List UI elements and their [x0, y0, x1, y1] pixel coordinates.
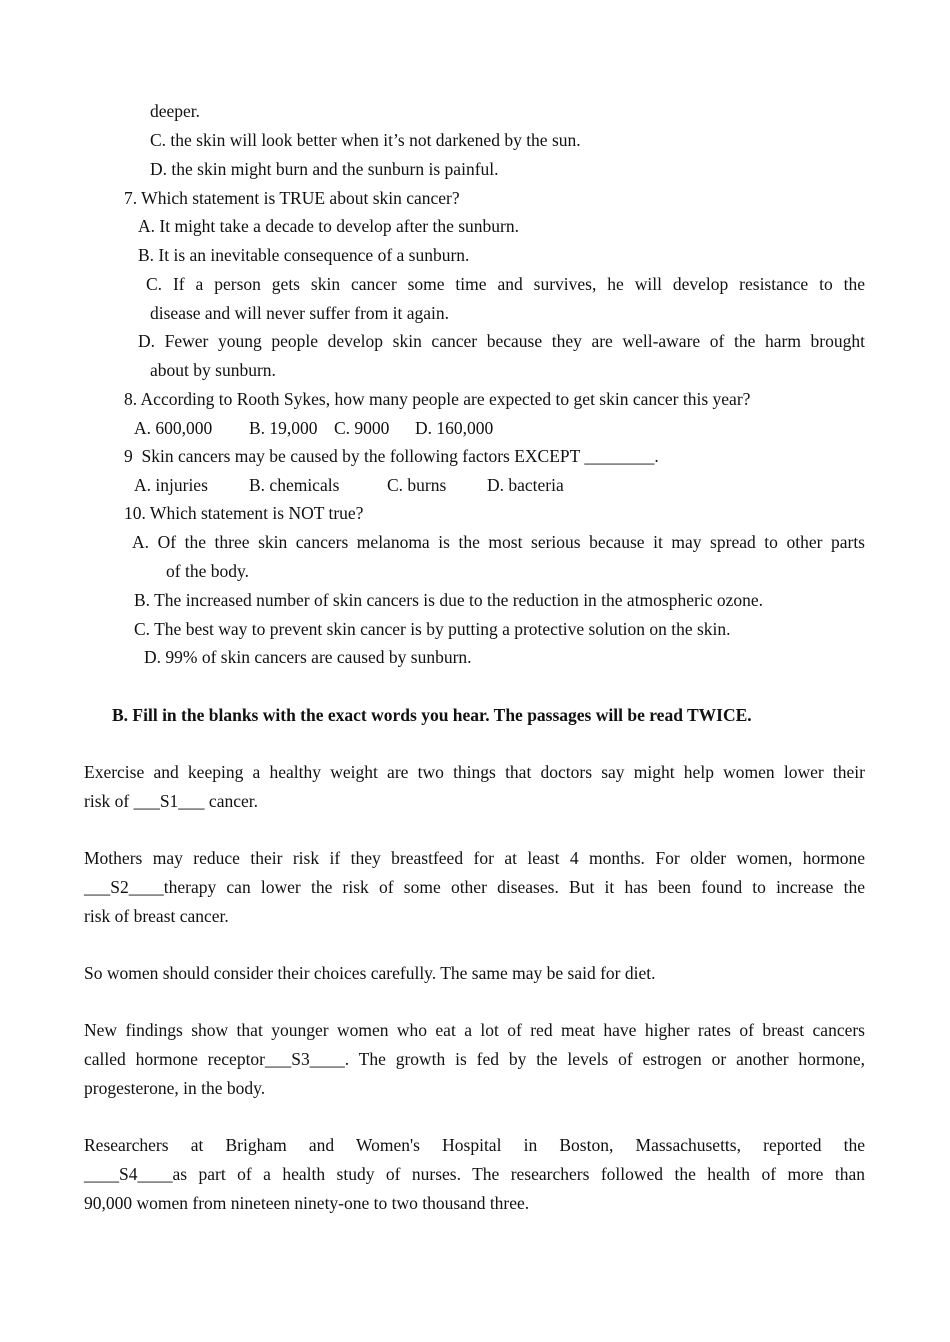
- q9-option-a: A. injuries: [134, 475, 208, 495]
- q7-option-d-line2: about by sunburn.: [150, 360, 276, 380]
- passage-p2-line1: Mothers may reduce their risk if they breastfeed for at least 4 months. For older women, hormone: [84, 848, 865, 868]
- q8-option-d: D. 160,000: [415, 418, 494, 438]
- q7-option-b: B. It is an inevitable consequence of a sunburn.: [138, 245, 470, 265]
- q10-stem: 10. Which statement is NOT true?: [124, 503, 364, 523]
- q10-option-a-line2: of the body.: [166, 561, 249, 581]
- q7-option-d-line1: D. Fewer young people develop skin cancer because they are well-aware of the harm brought: [138, 331, 865, 351]
- q8-stem: 8. According to Rooth Sykes, how many people are expected to get skin cancer this year?: [124, 389, 751, 409]
- passage-p3: So women should consider their choices carefully. The same may be said for diet.: [84, 963, 656, 983]
- q8-option-a: A. 600,000: [134, 418, 213, 438]
- q9-option-b: B. chemicals: [249, 475, 340, 495]
- q9-option-c: C. burns: [387, 475, 447, 495]
- q7-option-c-line1: C. If a person gets skin cancer some time and survives, he will develop resistance to the: [146, 274, 865, 294]
- q7-option-a: A. It might take a decade to develop after the sunburn.: [138, 216, 519, 236]
- passage-p2-line3: risk of breast cancer.: [84, 906, 229, 926]
- q8-option-c: C. 9000: [334, 418, 390, 438]
- q10-option-c: C. The best way to prevent skin cancer is by putting a protective solution on the skin.: [134, 619, 731, 639]
- passage-p1-line1: Exercise and keeping a healthy weight are two things that doctors say might help women lower their: [84, 762, 865, 782]
- q10-option-d: D. 99% of skin cancers are caused by sunburn.: [144, 647, 472, 667]
- q6-option-c: C. the skin will look better when it’s not darkened by the sun.: [150, 130, 581, 150]
- q6-option-d: D. the skin might burn and the sunburn is painful.: [150, 159, 499, 179]
- passage-p1-line2: risk of ___S1___ cancer.: [84, 791, 258, 811]
- section-b-heading: B. Fill in the blanks with the exact words you hear. The passages will be read TWICE.: [112, 705, 752, 725]
- passage-p4-line3: progesterone, in the body.: [84, 1078, 266, 1098]
- q7-option-c-line2: disease and will never suffer from it again.: [150, 303, 450, 323]
- passage-p5-line3: 90,000 women from nineteen ninety-one to two thousand three.: [84, 1193, 530, 1213]
- passage-p2-line2: ___S2____therapy can lower the risk of some other diseases. But it has been found to increase the: [84, 877, 865, 897]
- q6-option-b-continuation: deeper.: [150, 101, 201, 121]
- passage-p4-line2: called hormone receptor___S3____. The growth is fed by the levels of estrogen or another hormone,: [84, 1049, 865, 1069]
- passage-p4-line1: New findings show that younger women who eat a lot of red meat have higher rates of breast cancers: [84, 1020, 865, 1040]
- passage-p5-line1: Researchers at Brigham and Women's Hospital in Boston, Massachusetts, reported the: [84, 1135, 865, 1155]
- q10-option-b: B. The increased number of skin cancers is due to the reduction in the atmospheric ozone.: [134, 590, 763, 610]
- q8-option-b: B. 19,000: [249, 418, 318, 438]
- q9-option-d: D. bacteria: [487, 475, 564, 495]
- q9-stem: 9 Skin cancers may be caused by the following factors EXCEPT ________.: [124, 446, 659, 466]
- q7-stem: 7. Which statement is TRUE about skin cancer?: [124, 188, 460, 208]
- passage-p5-line2: ____S4____as part of a health study of nurses. The researchers followed the health of more than: [84, 1164, 865, 1184]
- q10-option-a-line1: A. Of the three skin cancers melanoma is the most serious because it may spread to other parts: [132, 532, 865, 552]
